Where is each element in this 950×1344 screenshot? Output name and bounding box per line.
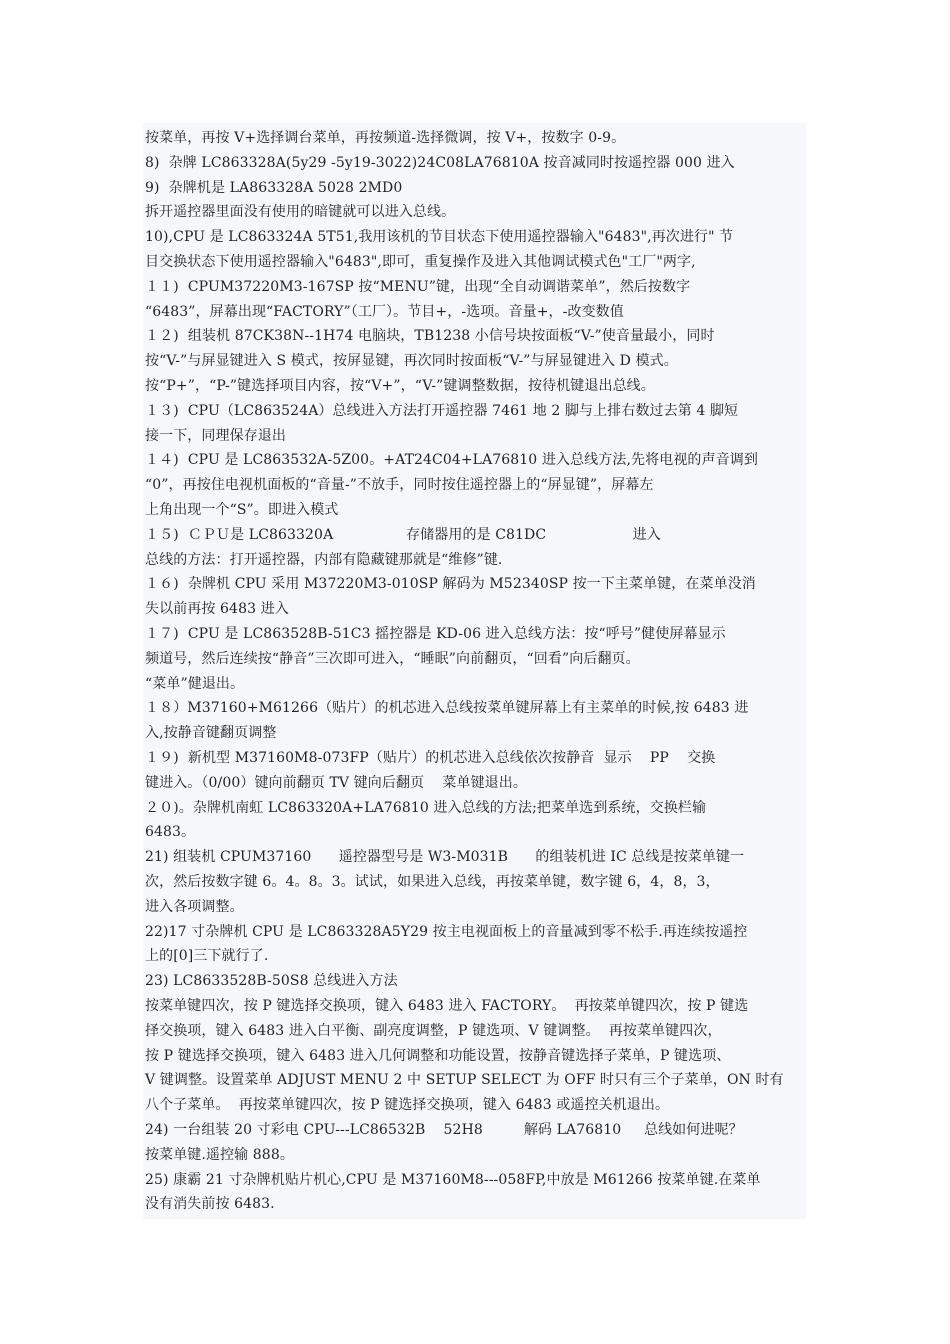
text-line: ２０)。杂牌机南虹 LC863320A+LA76810 进入总线的方法;把菜单选到系统，交换栏输 (145, 799, 707, 816)
text-line: 总线的方法：打开遥控器，内部有隐藏键那就是“维修”键. (145, 551, 503, 568)
text-line: 25) 康霸 21 寸杂牌机贴片机心,CPU 是 M37160M8---058FP,中放是 M61266 按菜单键.在菜单 (145, 1171, 761, 1188)
text-line: １７) CPU 是 LC863528B-51C3 摇控器是 KD-06 进入总线方法：按“呼号”健使屏幕显示 (145, 626, 726, 642)
text-line: １１) CPUM37220M3-167SP 按“MENU”键，出现“全自动调谐菜单”，然后按数字 (145, 278, 691, 295)
text-line: 键进入。（0/00）键向前翻页 TV 键向后翻页 菜单键退出。 (145, 774, 527, 791)
text-line: １８）M37160+M61266（贴片）的机芯进入总线按菜单键屏幕上有主菜单的时候,按 6483 进 (145, 700, 749, 717)
text-line: V 键调整。设置菜单 ADJUST MENU 2 中 SETUP SELECT 为 OFF 时只有三个子菜单，ON 时有 (145, 1072, 784, 1089)
text-line: 入,按静音键翻页调整 (145, 725, 277, 742)
text-line: １４) CPU 是 LC863532A-5Z00。+AT24C04+LA76810 进入总线方法,先将电视的声音调到 (145, 452, 758, 469)
text-line: 次，然后按数字键 6。4。8。3。试试，如果进入总线，再按菜单键，数字键 6，4，8，3， (145, 874, 720, 890)
text-line: 按 P 键选择交换项，键入 6483 进入几何调整和功能设置，按静音键选择子菜单，P 键选项、 (145, 1047, 731, 1064)
text-line: １９) 新机型 M37160M8-073FP（贴片）的机芯进入总线依次按静音 显示 PP 交换 (145, 750, 716, 766)
text-line: 9) 杂牌机是 LA863328A 5028 2MD0 (145, 179, 403, 196)
text-line: 24) 一台组装 20 寸彩电 CPU---LC86532B 52H8 解码 LA76810 总线如何进呢？ (145, 1122, 743, 1138)
text-line: １３) CPU（LC863524A）总线进入方法打开遥控器 7461 地 2 脚与上排右数过去第 4 脚短 (145, 402, 739, 419)
text-line: 按“P+”，“P-”键选择项目内容，按“V+”，“V-”键调整数据，按待机键退出总线。 (145, 378, 655, 394)
text-line: 8) 杂牌 LC863328A(5y29 -5y19-3022)24C08LA76810A 按音减同时按遥控器 000 进入 (145, 154, 735, 171)
text-line: 八个子菜单。 再按菜单键四次，按 P 键选择交换项，键入 6483 或遥控关机退出。 (145, 1097, 670, 1114)
text-line: 按菜单，再按 V+选择调台菜单，再按频道-选择微调，按 V+，按数字 0-9。 (145, 130, 626, 146)
text-line: 6483。 (145, 824, 196, 841)
text-line: “6483”，屏幕出现“FACTORY”（工厂）。节目+，-选项。音量+，-改变数值 (145, 303, 624, 320)
text-line: 接一下，同理保存退出 (145, 427, 286, 444)
text-line: “0”，再按住电视机面板的“音量-”不放手，同时按住遥控器上的“屏显键”，屏幕左 (145, 477, 654, 494)
text-line: 按“V-”与屏显键进入 S 模式，按屏显键，再次同时按面板“V-”与屏显键进入 D 模式。 (145, 353, 678, 370)
text-line: 21) 组装机 CPUM37160 遥控器型号是 W3-M031B 的组装机进 IC 总线是按菜单键一 (145, 849, 745, 866)
text-line: １６) 杂牌机 CPU 采用 M37220M3-010SP 解码为 M52340SP 按一下主菜单键，在菜单没消 (145, 576, 756, 593)
text-line: 没有消失前按 6483. (145, 1196, 275, 1213)
text-line: 23) LC8633528B-50S8 总线进入方法 (145, 973, 398, 990)
text-line: 进入各项调整。 (145, 898, 244, 915)
text-line: 目交换状态下使用遥控器输入"6483",即可，重复操作及进入其他调试模式色"工厂"两字, (145, 254, 696, 270)
text-line: 频道号，然后连续按“静音”三次即可进入，“睡眠”向前翻页，“回看”向后翻页。 (145, 650, 640, 667)
text-line: 择交换项，键入 6483 进入白平衡、副亮度调整，P 键选项、V 键调整。 再按菜单键四次， (145, 1022, 722, 1039)
text-line: 按菜单键四次，按 P 键选择交换项，键入 6483 进入 FACTORY。 再按菜单键四次，按 P 键选 (145, 998, 749, 1014)
text-block (143, 123, 806, 1219)
text-line: 22)17 寸杂牌机 CPU 是 LC863328A5Y29 按主电视面板上的音量减到零不松手.再连续按遥控 (145, 923, 748, 940)
text-line: 拆开遥控器里面没有使用的暗键就可以进入总线。 (145, 204, 456, 221)
text-line: 失以前再按 6483 进入 (145, 601, 289, 618)
text-line: “菜单”健退出。 (145, 675, 245, 692)
text-line: １２) 组装机 87CK38N--1H74 电脑块，TB1238 小信号块按面板“V-”使音量最小，同时 (145, 328, 715, 345)
text-line: １５) ＣＰＵ是 LC863320A 存储器用的是 C81DC 进入 (145, 526, 661, 543)
text-line: 上角出现一个“S”。即进入模式 (145, 502, 339, 518)
text-line: 10),CPU 是 LC863324A 5T51,我用该机的节目状态下使用遥控器输入"6483",再次进行" 节 (145, 229, 734, 246)
text-line: 上的[0]三下就行了. (145, 948, 269, 965)
text-line: 按菜单键.遥控输 888。 (145, 1146, 294, 1163)
